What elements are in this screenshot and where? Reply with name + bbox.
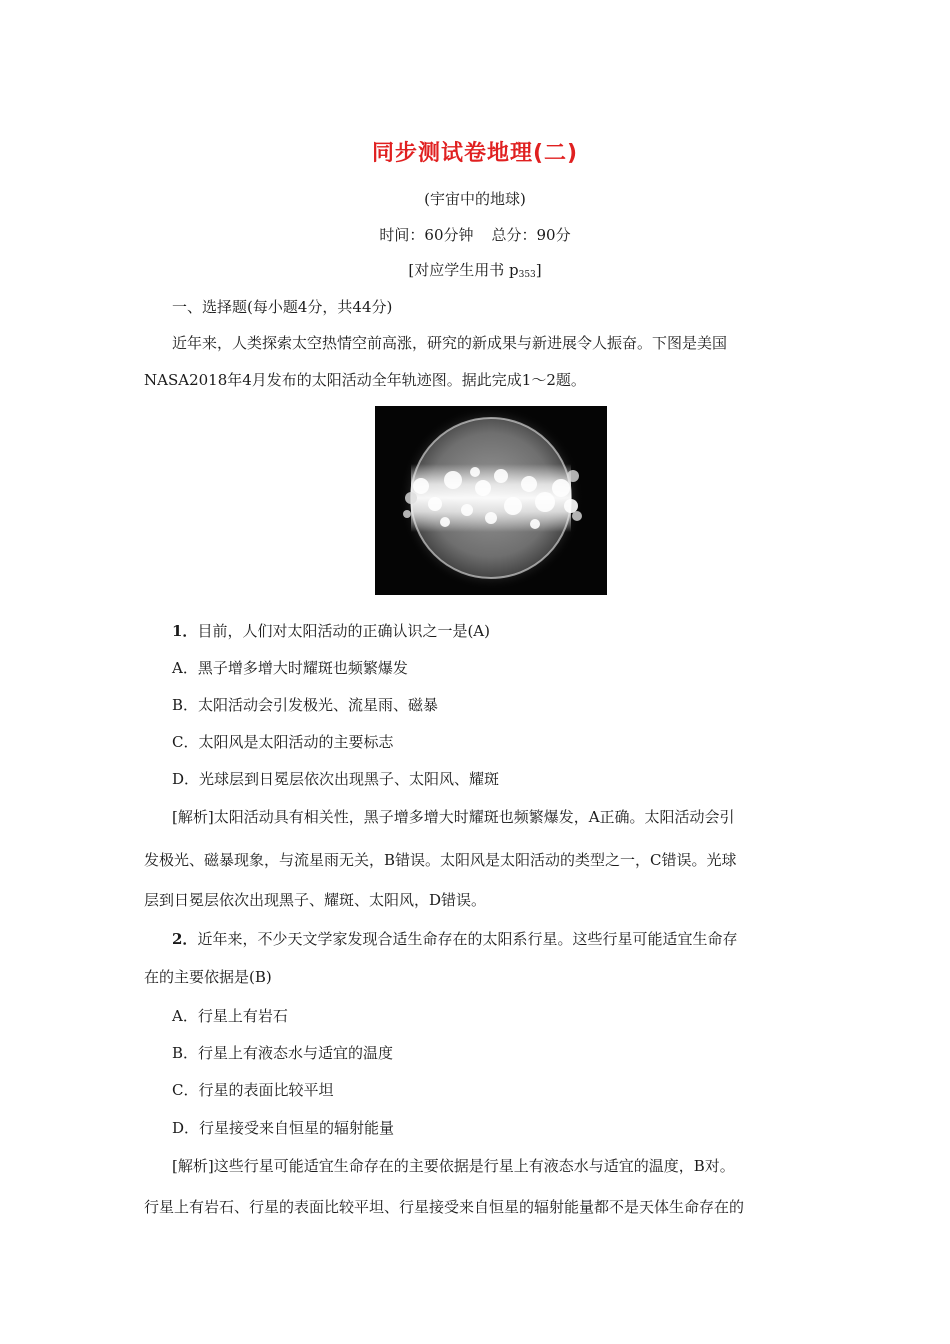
q2-option-c: C．行星的表面比较平坦	[172, 1081, 334, 1099]
q2-option-b: B．行星上有液态水与适宜的温度	[172, 1044, 394, 1062]
q1-option-d: D．光球层到日冕层依次出现黑子、太阳风、耀斑	[172, 770, 500, 788]
q2-analysis-line-1: [解析]这些行星可能适宜生命存在的主要依据是行星上有液态水与适宜的温度，B对。	[172, 1157, 735, 1175]
q2-stem-line-2: 在的主要依据是(B)	[144, 968, 272, 986]
q2-option-d: D．行星接受来自恒星的辐射能量	[172, 1119, 395, 1137]
q2-number: 2．	[172, 930, 198, 948]
book-reference	[0, 259, 950, 280]
q1-option-a: A．黑子增多增大时耀斑也频繁爆发	[172, 659, 408, 677]
q1-option-c: C．太阳风是太阳活动的主要标志	[172, 733, 394, 751]
q2-option-a: A．行星上有岩石	[172, 1007, 288, 1025]
score-label: 总分：90分	[491, 226, 571, 244]
q1-analysis-line-1: [解析]太阳活动具有相关性，黑子增多增大时耀斑也频繁爆发，A正确。太阳活动会引	[172, 808, 735, 826]
time-label: 时间：60分钟	[379, 226, 474, 244]
intro-line-1: 近年来，人类探索太空热情空前高涨，研究的新成果与新进展令人振奋。下图是美国	[172, 334, 728, 352]
page-title: 同步测试卷地理(二)	[371, 141, 579, 166]
sun-icon	[375, 406, 607, 595]
intro-line-2: NASA2018年4月发布的太阳活动全年轨迹图。据此完成1～2题。	[144, 371, 586, 389]
reference-prefix: [对应学生用书 p	[408, 261, 519, 279]
q1-number: 1．	[172, 622, 198, 640]
section-heading: 一、选择题(每小题4分，共44分)	[172, 298, 393, 316]
q2-stem	[172, 928, 812, 949]
q1-option-b: B．太阳活动会引发极光、流星雨、磁暴	[172, 696, 439, 714]
reference-suffix: ]	[535, 261, 542, 279]
reference-page: 353	[518, 270, 536, 280]
q2-stem-text: 近年来，不少天文学家发现合适生命存在的太阳系行星。这些行星可能适宜生命存	[197, 930, 738, 948]
page-subtitle: (宇宙中的地球)	[424, 190, 526, 208]
q2-analysis-line-2: 行星上有岩石、行星的表面比较平坦、行星接受来自恒星的辐射能量都不是天体生命存在的	[144, 1198, 745, 1216]
q1-analysis-line-3: 层到日冕层依次出现黑子、耀斑、太阳风，D错误。	[144, 891, 487, 909]
q1-stem-text: 目前，人们对太阳活动的正确认识之一是(A)	[197, 622, 490, 640]
q1-analysis-line-2: 发极光、磁暴现象，与流星雨无关，B错误。太阳风是太阳活动的类型之一，C错误。光球	[144, 851, 737, 869]
q1-stem	[172, 620, 812, 641]
exam-meta	[0, 224, 950, 245]
sun-activity-image	[375, 406, 607, 595]
